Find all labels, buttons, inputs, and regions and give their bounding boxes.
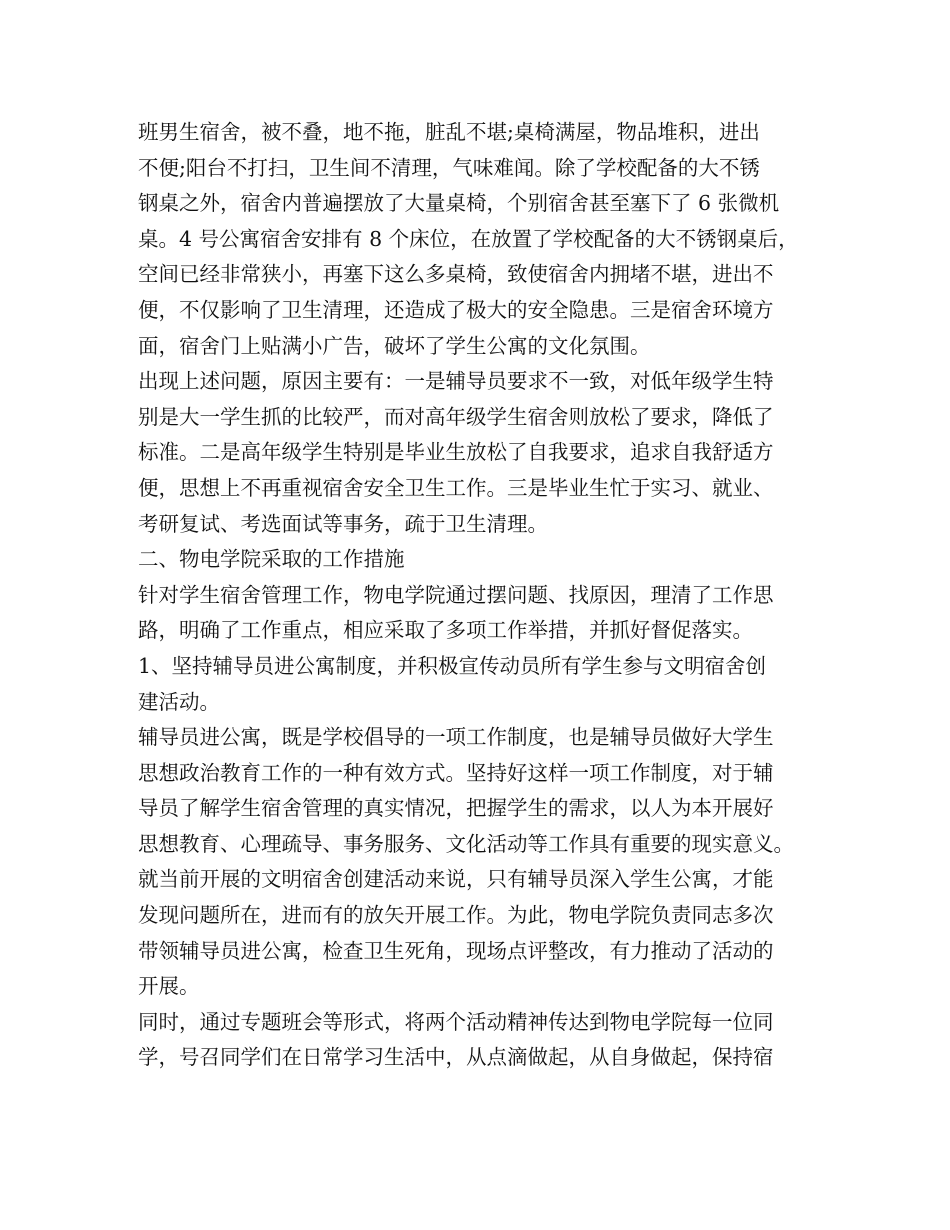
text-line: 路，明确了工作重点，相应采取了多项工作举措，并抓好督促落实。 <box>138 618 753 643</box>
text-line: 便，不仅影响了卫生清理，还造成了极大的安全隐患。三是宿舍环境方 <box>138 297 774 322</box>
text-line: 面，宿舍门上贴满小广告，破坏了学生公寓的文化氛围。 <box>138 333 651 358</box>
text-line: 辅导员进公寓，既是学校倡导的一项工作制度，也是辅导员做好大学生 <box>138 725 774 750</box>
text-line: 思想教育、心理疏导、事务服务、文化活动等工作具有重要的现实意义。 <box>138 831 794 856</box>
body-text <box>138 115 828 1076</box>
text-line: 考研复试、考选面试等事务，疏于卫生清理。 <box>138 511 548 536</box>
text-line: 班男生宿舍，被不叠，地不拖，脏乱不堪;桌椅满屋，物品堆积，进出 <box>138 120 760 144</box>
text-line: 1、坚持辅导员进公寓制度，并积极宣传动员所有学生参与文明宿舍创 <box>138 653 767 678</box>
text-line: 不便;阳台不打扫，卫生间不清理，气味难闻。除了学校配备的大不锈 <box>138 155 760 180</box>
text-line: 开展。 <box>138 974 200 999</box>
section-heading: 二、物电学院采取的工作措施 <box>138 547 405 572</box>
text-line: 学，号召同学们在日常学习生活中，从点滴做起，从自身做起，保持宿 <box>138 1045 774 1070</box>
text-line: 导员了解学生宿舍管理的真实情况，把握学生的需求，以人为本开展好 <box>138 796 774 821</box>
text-line: 出现上述问题，原因主要有：一是辅导员要求不一致，对低年级学生特 <box>138 369 774 394</box>
text-line: 就当前开展的文明宿舍创建活动来说，只有辅导员深入学生公寓，才能 <box>138 867 774 892</box>
text-line: 思想政治教育工作的一种有效方式。坚持好这样一项工作制度，对于辅 <box>138 760 774 785</box>
text-line: 针对学生宿舍管理工作，物电学院通过摆问题、找原因，理清了工作思 <box>138 582 774 607</box>
text-line: 便，思想上不再重视宿舍安全卫生工作。三是毕业生忙于实习、就业、 <box>138 475 774 500</box>
text-line: 空间已经非常狭小，再塞下这么多桌椅，致使宿舍内拥堵不堪，进出不 <box>138 262 774 287</box>
text-line: 建活动。 <box>138 689 220 714</box>
text-line: 发现问题所在，进而有的放矢开展工作。为此，物电学院负责同志多次 <box>138 903 774 928</box>
text-line: 别是大一学生抓的比较严，而对高年级学生宿舍则放松了要求，降低了 <box>138 404 774 429</box>
text-line: 钢桌之外，宿舍内普遍摆放了大量桌椅，个别宿舍甚至塞下了 6 张微机 <box>138 191 780 216</box>
text-line: 桌。4 号公寓宿舍安排有 8 个床位，在放置了学校配备的大不锈钢桌后， <box>138 226 799 251</box>
text-line: 带领辅导员进公寓，检查卫生死角，现场点评整改，有力推动了活动的 <box>138 938 774 963</box>
text-line: 标准。二是高年级学生特别是毕业生放松了自我要求，追求自我舒适方 <box>138 440 774 465</box>
text-line: 同时，通过专题班会等形式，将两个活动精神传达到物电学院每一位同 <box>138 1009 774 1034</box>
